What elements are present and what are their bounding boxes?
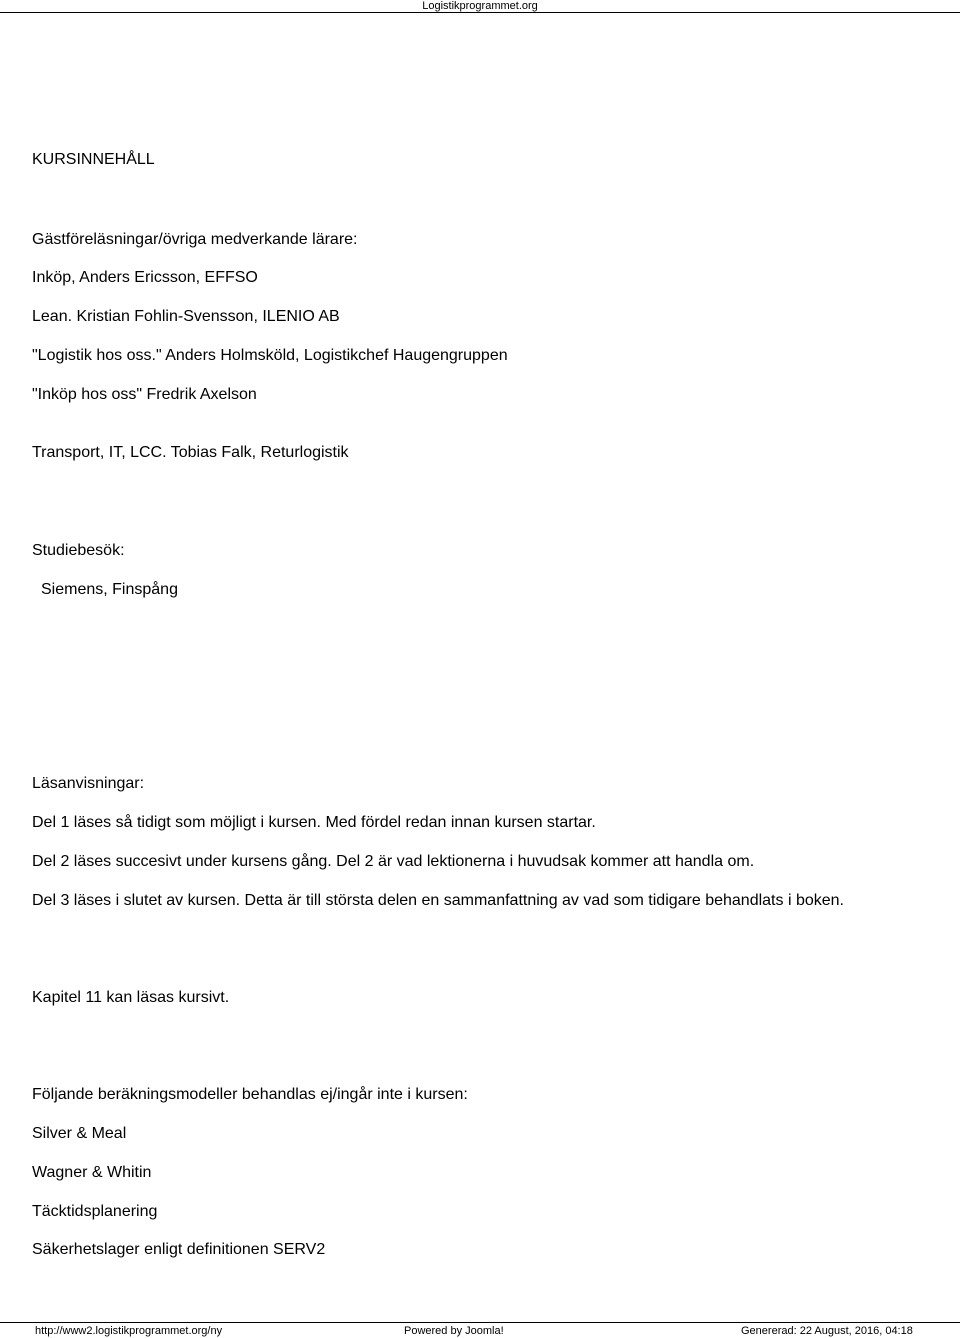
reading-item: Del 1 läses så tidigt som möjligt i kursen. Med fördel redan innan kursen startar. (32, 814, 596, 831)
guest-item: "Inköp hos oss" Fredrik Axelson (32, 386, 257, 403)
page-title: KURSINNEHÅLL (32, 151, 155, 168)
reading-item: Del 2 läses succesivt under kursens gång. Del 2 är vad lektionerna i huvudsak kommer att handla om. (32, 853, 755, 870)
footer-url: http://www2.logistikprogrammet.org/ny (35, 1325, 223, 1337)
model-item: Silver & Meal (32, 1125, 127, 1142)
guest-item: Lean. Kristian Fohlin-Svensson, ILENIO AB (32, 308, 340, 325)
visits-heading: Studiebesök: (32, 542, 125, 559)
footer-powered: Powered by Joomla! (404, 1325, 504, 1337)
guest-item: "Logistik hos oss." Anders Holmsköld, Logistikchef Haugengruppen (32, 347, 508, 364)
reading-heading: Läsanvisningar: (32, 775, 145, 792)
guest-item: Inköp, Anders Ericsson, EFFSO (32, 269, 258, 286)
reading-item: Del 3 läses i slutet av kursen. Detta är till största delen en sammanfattning av vad som tidigare behandlats i boken. (32, 892, 844, 909)
guests-heading: Gästföreläsningar/övriga medverkande lärare: (32, 231, 358, 248)
page-header-site: Logistikprogrammet.org (422, 0, 538, 12)
model-item: Wagner & Whitin (32, 1164, 152, 1181)
models-heading: Följande beräkningsmodeller behandlas ej/ingår inte i kursen: (32, 1086, 468, 1103)
visit-item: Siemens, Finspång (41, 581, 178, 598)
chapter-note: Kapitel 11 kan läsas kursivt. (32, 989, 230, 1006)
header-divider (0, 12, 960, 13)
model-item: Säkerhetslager enligt definitionen SERV2 (32, 1241, 326, 1258)
model-item: Täcktidsplanering (32, 1203, 158, 1220)
footer-generated: Genererad: 22 August, 2016, 04:18 (741, 1325, 913, 1337)
guest-item: Transport, IT, LCC. Tobias Falk, Returlogistik (32, 444, 349, 461)
footer-divider (0, 1322, 960, 1323)
